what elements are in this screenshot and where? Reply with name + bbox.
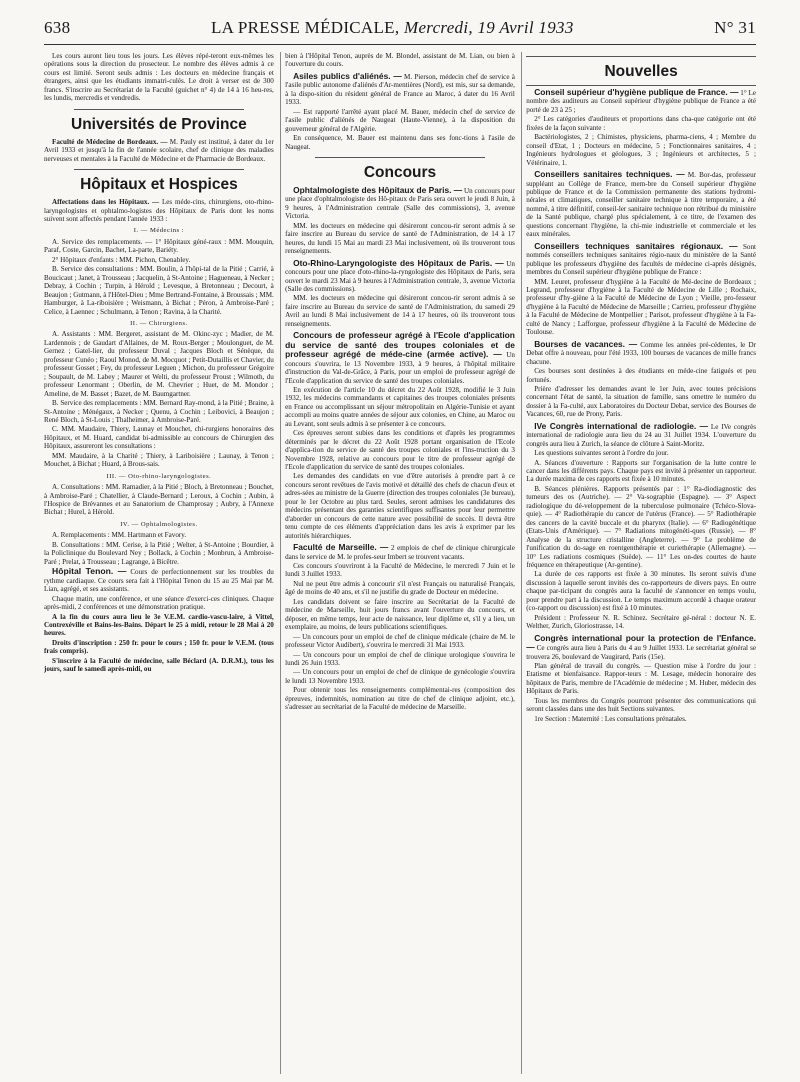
column-2 (285, 52, 515, 1074)
column-gutter (274, 52, 285, 1074)
item-title: Concours de professeur agrégé à l'Ecole d'application du service de santé des troupes coloniales et de professeur agrégé de méde-cine (armée active). — (285, 330, 515, 360)
paragraph: A. Séances d'ouverture : Rapports sur l'organisation de la lutte contre le cancer dans les différents pays. Chaque pays est invité à présenter un rapporteur. La durée maxima de ces rapports est fixée à 10 minutes. (526, 458, 756, 484)
section-heading-universites: Universités de Province (71, 115, 247, 133)
paragraph (44, 198, 274, 223)
paragraph: Pour obtenir tous les renseignements complémentai-res (composition des épreuves, indemnités, nomination au titre de chef de clinique adjoint, etc.), s'adresser au secrétariat de la Faculté de médecine de Marseille. (285, 686, 515, 712)
paragraph: Les candidats doivent se faire inscrire au Secrétariat de la Faculté de médecine de Marseille, huit jours francs avant l'ouverture du concours, et déposer, en même temps, leur acte de naissance, leur diplôme et, s'il y a lieu, un exemplaire, au moins, de leurs publications scientifiques. (285, 597, 515, 632)
paragraph: — Un concours pour un emploi de chef de clinique urologique s'ouvrira le lundi 26 Juin 1933. (285, 650, 515, 667)
item-title: Oto-Rhino-Laryngologiste des Hôpitaux de Paris. — (293, 257, 504, 268)
page-number: 638 (44, 18, 71, 37)
section-heading-nouvelles: Nouvelles (604, 63, 678, 80)
item-text: Cours de perfectionnement sur les troubles du rythme cardiaque. Ce cours sera fait à l'Hôpital Tenon du 15 au 25 Mai par M. Lian, agrégé, et ses assistants. (44, 568, 274, 594)
item-title: Ophtalmologiste des Hôpitaux de Paris. — (293, 184, 463, 195)
section-heading-concours: Concours (363, 163, 437, 181)
divider (74, 169, 244, 170)
paragraph: Droits d'inscription : 250 fr. pour le cours ; 150 fr. pour le V.E.M. (tous frais compris). (44, 638, 274, 656)
paragraph: Ces concours s'ouvriront à la Faculté de Médecine, le mercredi 7 Juin et le lundi 3 Juillet 1933. (285, 562, 515, 579)
paragraph: Bactériologistes, 2 ; Chimistes, physiciens, pharma-ciens, 4 ; Membre du conseil d'Etat, 1 ; Docteurs en médecine, 5 ; Fonctionnaires sanitaires, 4 ; Ingénieurs hydrologues et géologues, 3 ; Ingénieurs et architectes, 5 ; Vétérinaire, 1. (526, 133, 756, 167)
item-title: Affectations dans les Hôpitaux. — (52, 198, 160, 207)
paragraph: Tous les membres du Congrès pourront présenter des communications qui seront classées dans une des huit Sections suivantes. (526, 696, 756, 714)
paragraph (526, 170, 756, 239)
paragraph: 2° Les catégories d'auditeurs et proportions dans cha-que catégorie ont été fixées de la façon suivante : (526, 115, 756, 132)
paragraph: 1re Section : Maternité : Les consultations prénatales. (534, 714, 687, 723)
paragraph: A la fin du cours aura lieu le 3e V.E.M. cardio-vascu-laire, à Vittel, Contrexéville et Bains-les-Bains. Départ le 25 à midi, retour le 28 Mai à 20 heures. (44, 612, 274, 638)
page-header (44, 18, 756, 40)
item-text: Un concours s'ouvrira, le 13 Novembre 1933, à 9 heures, à l'hôpital militaire d'instruction du Val-de-Grâce, à Paris, pour un emploi de professeur agrégé de l'Ecole d'application du service de santé des troupes coloniales. (285, 351, 515, 385)
item-title: Bourses de vacances. — (534, 338, 638, 349)
paragraph (526, 634, 756, 661)
subsection-heading: I. — Médecins : (133, 227, 185, 235)
paragraph (44, 138, 274, 163)
paragraph: Les cours auront lieu tous les jours. Les élèves répé-teront eux-mêmes les opérations sous la direction du prosecteur. Le nombre des élèves admis à ce cours est limité. Seront seuls admis : Les docteurs en médecine français et étrangers, ainsi que les étudiants immatri-culés. Le droit à verser est de 300 francs. S'inscrire au Secrétariat de la Faculté (guichet n° 4) de 14 à 16 heu-res, les lundis, mercredis et vendredis. (44, 52, 274, 103)
paragraph (526, 422, 756, 448)
subsection-heading: IV. — Ophtalmologistes. (120, 520, 198, 528)
item-title: Faculté de Marseille. — (293, 542, 389, 553)
paragraph (285, 331, 515, 385)
issue-number: N° 31 (714, 18, 756, 37)
paragraph: La durée de ces rapports est fixée à 30 minutes. Ils seront suivis d'une discussion à laquelle seront invités des co-rapporteurs de divers pays. En outre chaque par-ticipant du congrès aura la faculté de s'annoncer en temps voulu, pour prendre part à la discussion. Le temps maximum accordé à chaque orateur (co-rapport ou discussion) est fixé à 10 minutes. (526, 570, 756, 613)
paragraph (526, 242, 756, 277)
paragraph: Chaque matin, une conférence, et une séance d'exerci-ces cliniques. Chaque après-midi, 2 conférences et une démonstration pratique. (44, 594, 274, 612)
masthead (211, 18, 574, 38)
paragraph: Les demandes des candidats en vue d'être autorisés à prendre part à ce concours seront revêtues de l'avis motivé et détaillé des chefs de chacun d'eux et adres-sées au ministre de la Guerre (direction des troupes coloniales (3e bureau), pour le 1er Octobre au plus tard. Seules, seront admises les candidatures des médecins présentant des garanties scientifiques suffisantes pour leur permettre d'aborder un concours de cette nature avec possibilité de succès. Il devra être tenu compte de ces éléments d'appréciation dans les avis à exprimer par les autorités hiérarchiques. (285, 472, 515, 540)
paragraph (285, 543, 515, 561)
item-text: M. Bor-das, professeur suppléant au Collège de France, mem-bre du Conseil supérieur d'hygiène publique de France et de la Commission permanente des stations hydromi-nérales et climatiques, conseiller sanitaire technique à titre temporaire, a été nommé, à titre définitif, conseil-ler sanitaire technique non rétribué du ministère de la Santé publique, chargé plus spécialement, à ce titre, de l'examen des questions concernant l'hygiène, la chi-mie industrielle et commerciale et les eaux minérales. (526, 171, 756, 239)
paragraph: MM. les docteurs en médecine qui désireront concou-rir seront admis à se faire inscrire au Bureau du service de santé de l'Administration, de 14 à 17 heures, du lundi 15 Mai au mardi 23 Mai inclusivement, où ils trouveront tous renseignements. (285, 221, 515, 256)
paragraph (285, 186, 515, 221)
item-title: Conseil supérieur d'hygiène publique de France. — (534, 87, 739, 97)
item-text: M. Pauly est institué, à dater du 1er Avril 1933 et jusqu'à la fin de l'année scolaire, chef de clinique des maladies nerveuses et mentales à la Faculté de Médecine et de Pharmacie de Bordeaux. (44, 137, 274, 163)
divider (526, 85, 756, 86)
paragraph: A. Service des remplacements. — 1° Hôpitaux géné-raux : MM. Mouquin, Paraf, Coste, Garcin, Bachet, La-parte, Bariéty. (44, 237, 274, 255)
section-heading-hopitaux: Hôpitaux et Hospices (80, 176, 238, 194)
column-gutter (515, 52, 526, 1074)
paragraph: 2° Hôpitaux d'enfants : MM. Pichon, Chenabley. (52, 255, 191, 264)
item-text: M. Pierson, médecin chef de service à l'asile public autonome d'aliénés d'Ar-mentières (Nord), est mis, sur sa demande, à la dispo-sition du résident général de France au Maroc, à dater du 16 Avril 1933. (285, 72, 515, 107)
journal-title: LA PRESSE MÉDICALE, (210, 18, 400, 37)
paragraph: MM. Leuret, professeur d'hygiène à la Faculté de Mé-decine de Bordeaux ; Legrand, professeur d'hygiène à la Faculté de Médecine de Lille ; Rochaix, professeur d'hy-giène à la Faculté de Médecine de Lyon ; Vieille, pro-fesseur d'hygiène à la Faculté de Médecine de Marseille ; Carrieu, professeur d'hygiène à la Faculté de Médecine de Montpellier ; Parisot, professeur d'hygiène à la Fa-culté de Nancy ; Lafforgue, professeur d'hygiène à la Faculté de Médecine de Toulouse. (526, 277, 756, 337)
paragraph: MM. Maudaire, à la Charité ; Thiery, à Lariboisière ; Launay, à Tenon ; Mouchet, à Bichat ; Huard, à Brous-sais. (44, 451, 274, 469)
paragraph (526, 340, 756, 366)
item-text: Sont nommés conseillers techniques sanitaires régio-naux du ministère de la Santé publique les professeurs d'hygiène des facultés de médecine ci-après désignés, membres du Conseil supérieur d'hygiène publique de France : (526, 242, 756, 277)
paragraph: B. Consultations : MM. Cerise, à la Pitié ; Welter, à St-Antoine ; Bourdier, à la Policlinique du Boulevard Ney ; Bollack, à Cochin ; Monbrun, à Ambroise-Paré ; Prelat, à Trousseau ; Lagrange, à Bicêtre. (44, 540, 274, 566)
paragraph: Ces bourses sont destinées à des étudiants en méde-cine fatigués et peu fortunés. (526, 367, 756, 384)
subsection-heading: II. — Chirurgiens. (130, 319, 188, 327)
paragraph: En conséquence, M. Bauer est maintenu dans ses fonc-tions à l'asile de Naugeat. (285, 134, 515, 151)
header-rule (44, 44, 756, 45)
paragraph: A. Remplacements : MM. Hartmann et Favory. (52, 531, 187, 540)
item-title: Faculté de Médecine de Bordeaux. — (52, 137, 168, 146)
paragraph (285, 259, 515, 294)
paragraph: Les questions suivantes seront à l'ordre du jour. (534, 449, 669, 458)
paragraph (44, 567, 274, 593)
paragraph (526, 88, 756, 114)
item-title: Conseillers sanitaires techniques. — (534, 169, 685, 180)
item-text: Ce congrès aura lieu à Paris du 4 au 9 Juillet 1933. Le secrétariat général se trouvera 26, boulevard de Vaugirard, Paris (15e). (526, 644, 756, 661)
item-title: Hôpital Tenon. — (52, 566, 127, 577)
item-title: IVe Congrès international de radiologie. — (534, 420, 709, 431)
paragraph: — Est rapporté l'arrêté ayant placé M. Bauer, médecin chef de service de l'asile public d'aliénés de Naugeat (Haute-Vienne), à la disposition du gouverneur général de l'Algérie. (285, 107, 515, 133)
paragraph: Plan général de travail du congrès. — Question mise à l'ordre du jour : Etatisme et bienfaisance. Rappor-teurs : M. Lesage, médecin honoraire des hôpitaux de Paris, membre de l'Académie de médecine ; M. Huber, médecin des Hôpitaux de Paris. (526, 662, 756, 696)
paragraph: — Un concours pour un emploi de chef de clinique de gynécologie s'ouvrira le lundi 13 Novembre 1933. (285, 668, 515, 685)
paragraph: Ces épreuves seront subies dans les conditions et d'après les programmes déterminés par le décret du 22 Août 1928 portant organisation de l'Ecole d'applica-tion du service de santé des troupes coloniales et l'ins-truction du 3 Novembre 1928, relative au concours pour le titre de professeur agrégé de l'Ecole d'application du service de santé des troupes coloniales. (285, 429, 515, 472)
paragraph: Président : Professeur N. R. Schinez. Secrétaire gé-néral : docteur N. E. Welther, Zurich, Gloriostrasse, 14. (526, 613, 756, 631)
item-text: Le IVe congrès international de radiologie aura lieu du 24 au 31 Juillet 1934. L'ouverture du congrès aura lieu à Zurich, la séance de clôture à Saint-Moritz. (526, 422, 756, 448)
divider (74, 109, 244, 110)
paragraph: B. Service des remplacements : MM. Bernard Ray-mond, à la Pitié ; Braine, à St-Antoine ; Ménégaux, à Necker ; Quenu, à Cochin ; Leibovici, à Beaujon ; René Bloch, à St-Louis ; Thalheimer, à Ambroise-Paré. (44, 399, 274, 424)
item-text: Un concours pour une place d'oto-rhino-la-ryngologiste des Hôpitaux de Paris, sera ouvert le mardi 23 Mai à 9 heures à l'Administration centrale, 3, avenue Victoria (Salle des commissions). (285, 259, 515, 293)
item-title: Congrès international pour la protection de l'Enfance. — (526, 632, 756, 653)
subsection-heading: III. — Oto-rhino-laryngologistes. (106, 472, 212, 480)
issue-date: Mercredi, 19 Avril 1933 (403, 18, 574, 37)
paragraph: S'inscrire à la Faculté de médecine, salle Béclard (A. D.R.M.), tous les jours, sauf le samedi après-midi, ou (44, 656, 274, 674)
paragraph: En exécution de l'article 10 du décret du 22 Août 1928, modifié le 3 Juin 1932, les médecins commandants et capitaines des troupes coloniales présents en France ou accomplissant un séjour métropolitain en Algérie-Tunisie et ayant accompli au moins quatre années de séjour aux colonies, en Chine, au Maroc ou au Levant, sont seuls admis à se présenter à ce concours. (285, 385, 515, 428)
paragraph: B. Service des consultations : MM. Boulin, à l'hôpi-tal de la Pitié ; Carrié, à Boucicaut ; Janet, à Trousseau ; Jacquelin, à St-Antoine ; Hagueneau, à Necker ; Debray, à Cochin ; Turpin, à Hérold ; Levesque, à Bretonneau ; Decourt, à Beaujon ; Gutmann, à l'Hôtel-Dieu ; Mme Bertrand-Fontaine, à Broussais ; MM. Hamburger, à La-riboisière ; Weismann, à Bichat ; Péron, à Ambroise-Paré ; Celice, à Laennec ; Schulmann, à Tenon ; Ravina, à la Charité. (44, 265, 274, 316)
item-text: Un concours pour une place d'ophtalmologiste des Hô-pitaux de Paris sera ouvert le jeudi 8 Juin, à 9 heures, à l'Administration centrale (Salle des commissions), 3, avenue Victoria. (285, 186, 515, 221)
column-1 (44, 52, 274, 1074)
item-text: 1° Le nombre des auditeurs au Conseil supérieur d'hygiène publique de France a été porté de 23 à 25 ; (526, 89, 756, 114)
paragraph: bien à l'Hôpital Tenon, auprès de M. Blondel, assistant de M. Lian, ou bien à l'ouverture du cours. (285, 52, 515, 69)
paragraph: B. Séances plénières. Rapports présentés par : 1° Ra-diodiagnostic des tumeurs des os (Autriche). — 2° Va-sographie (Espagne). — 3° Aspect radiologique du dé-veloppement de la tuberculose pulmonaire (Tchéco-Slova-quie). — 4° Radiothérapie du cancer de l'utérus (France). — 5° Radiothérapie des cancers de la cavité buccale et du pharynx (Italie). — 6° Radiogénétique (Etats-Unis d'Amérique). — 7° Radiations mitogénéti-ques (Russie). — 8° Analyse de la structure cristalline (Angleterre). — 9° Le problème de l'unification du do-sage en roentgenthérapie et curiethérapie (Allemagne). — 10° Les radiations cosmiques (Suède). — 11° Les on-des courtes de haute fréquence en thérapeutique (Ar-gentine). (526, 484, 756, 570)
item-text: 2 emplois de chef de clinique chirurgicale dans le service de M. le profes-seur Imbert se trouvent vacants. (285, 544, 515, 561)
paragraph: Prière d'adresser les demandes avant le 1er Juin, avec toutes précisions concernant l'état de santé, la situation de famille, sans omettre le numéro du dossier à la Fa-culté, aux Laboratoires du Docteur Debat, service des Bourses de Vacances, 60, rue de Prony, Paris. (526, 384, 756, 419)
item-text: Comme les années pré-cédentes, le Dr Debat offre à nouveau, pour l'été 1933, 100 bourses de vacances de mille francs chacune. (526, 340, 756, 366)
paragraph: — Un concours pour un emploi de chef de clinique médicale (chaire de M. le professeur Victor Audibert), s'ouvrira le mercredi 31 Mai 1933. (285, 632, 515, 650)
divider (315, 157, 485, 158)
item-title: Conseillers techniques sanitaires régionaux. — (534, 240, 738, 251)
paragraph (285, 72, 515, 107)
paragraph: A. Consultations : MM. Ramadier, à la Pitié ; Bloch, à Bretonneau ; Bouchet, à Ambroise-Paré ; Chatellier, à Claude-Bernard ; Leroux, à Cochin ; Aubin, à l'Hospice de Brévannes et au Sanatorium de Champrosay ; Aubry, à l'Annexe Bichat ; Hurel, à Hérold. (44, 483, 274, 517)
paragraph: MM. les docteurs en médecine qui désireront concou-rir seront admis à se faire inscrire au Bureau du service de santé de l'Administration, du samedi 29 Avril au lundi 8 Mai inclusivement de 14 à 17 heures, où ils trouveront tous renseignements. (285, 294, 515, 328)
item-title: Asiles publics d'aliénés. — (293, 70, 402, 81)
paragraph: C. MM. Maudaire, Thiery, Launay et Mouchet, chi-rurgiens honoraires des Hôpitaux, et M. Huard, candidat bi-admissible au concours de Chirurgien des Hôpitaux, assureront les consultations : (44, 425, 274, 451)
columns (44, 52, 756, 1074)
paragraph: A. Assistants : MM. Bergeret, assistant de M. Okinc-zyc ; Madier, de M. Lardennois ; de Gaudart d'Allaines, de M. Roux-Berger ; Moulonguet, de M. Gernez ; Gatel-lier, du professeur Duval ; Jacques Bloch et Sénèque, du professeur Cunéo ; Raoul Monod, de M. Mocquot ; Petit-Dutaillis et Chavier, du professeur Gosset ; Fey, du professeur Leguen ; Michon, du professeur Grégoire ; Soupault, de M. Labey ; Maurer et Welti, du professeur Proust ; Wilmoth, du professeur Lenormant ; Oberlin, de M. Chevrier ; Huet, de M. Mondor ; Ameline, de M. Basset ; Bazet, de M. Baumgartner. (44, 330, 274, 398)
column-3 (526, 52, 756, 1074)
paragraph: Nul ne peut être admis à concourir s'il n'est Français ou naturalisé Français, âgé de moins de 40 ans, et s'il ne justifie du grade de Docteur en médecine. (285, 579, 515, 597)
divider (526, 56, 756, 57)
item-text: Les méde-cins, chirurgiens, oto-rhino-laryngologistes et ophtalmo-logistes des Hôpitaux de Paris dont les noms suivent sont affectés pendant l'année 1933 : (44, 198, 274, 223)
